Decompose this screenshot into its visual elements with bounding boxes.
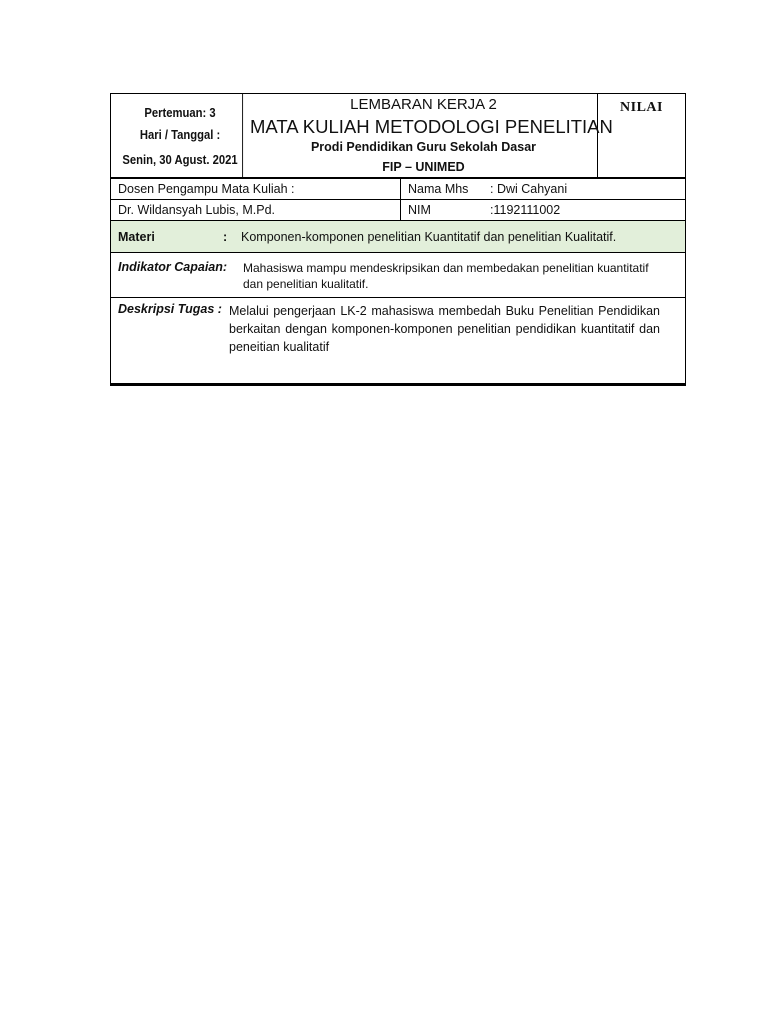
faculty: FIP – UNIMED: [382, 160, 465, 174]
worksheet-title: LEMBARAN KERJA 2: [350, 96, 497, 113]
student-id-cell: [401, 200, 685, 220]
info-row-2: [110, 200, 686, 221]
task-description-text: Melalui pengerjaan LK-2 mahasiswa membedah Buku Penelitian Pendidikan berkaitan dengan komponen-komponen penelitian pendidikan kuantitatif dan peneitian kualitatif: [229, 304, 660, 354]
date-label: Hari / Tanggal :: [139, 128, 221, 142]
student-name-cell: [401, 179, 685, 199]
student-name-label: Nama Mhs: [408, 182, 469, 196]
student-name-value: : Dwi Cahyani: [490, 182, 568, 196]
meeting-number: Pertemuan: 3: [144, 106, 216, 120]
student-id-value: :1192111002: [490, 203, 561, 217]
material-text: Komponen-komponen penelitian Kuantitatif dan penelitian Kualitatif.: [241, 230, 617, 244]
material-colon: :: [223, 230, 228, 244]
date-value: Senin, 30 Agust. 2021: [122, 153, 238, 167]
study-program: Prodi Pendidikan Guru Sekolah Dasar: [310, 140, 537, 154]
student-id-label: NIM: [408, 203, 431, 217]
indicator-line-1: Mahasiswa mampu mendeskripsikan dan membedakan penelitian kuantitatif: [243, 261, 649, 275]
material-label: Materi: [118, 230, 155, 244]
lecturer-name: Dr. Wildansyah Lubis, M.Pd.: [111, 200, 401, 220]
course-title: MATA KULIAH METODOLOGI PENELITIAN: [250, 116, 613, 137]
title-block: [250, 94, 613, 177]
grade-label: NILAI: [620, 100, 663, 115]
task-description-label: Deskripsi Tugas :: [118, 302, 222, 316]
indicator-line-2: dan penelitian kualitatif.: [243, 277, 369, 291]
worksheet: [110, 93, 686, 386]
material-row: [110, 221, 686, 253]
lecturer-label: Dosen Pengampu Mata Kuliah :: [111, 179, 401, 199]
meeting-info: [118, 94, 243, 177]
indicator-row: [110, 253, 686, 298]
worksheet-header: [110, 93, 686, 179]
task-description-row: [110, 298, 686, 386]
indicator-label: Indikator Capaian:: [118, 260, 228, 274]
grade-box: [598, 94, 685, 177]
info-row-1: [110, 179, 686, 200]
indicator-text: [243, 260, 663, 292]
